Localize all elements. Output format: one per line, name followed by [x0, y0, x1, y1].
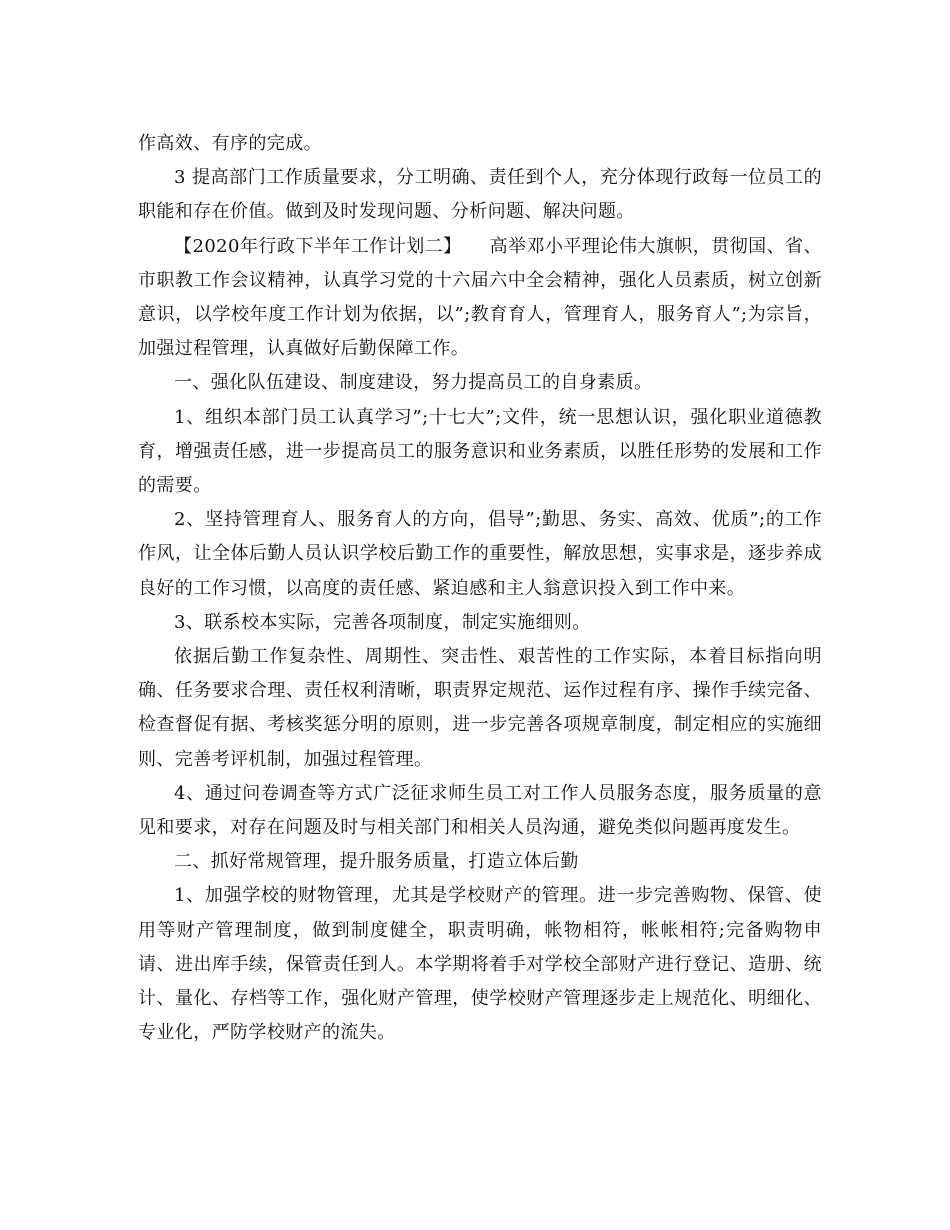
paragraph-continuation: 作高效、有序的完成。 [138, 133, 322, 154]
paragraph-item-3-quality: 3 提高部门工作质量要求，分工明确、责任到个人，充分体现行政每一位员工的职能和存在价值。做到及时发现问题、分析问题、解决问题。 [138, 167, 822, 223]
paragraph-property: 1、加强学校的财物管理，尤其是学校财产的管理。进一步完善购物、保管、使用等财产管理制度，做到制度健全，职责明确，帐物相符，帐帐相符;完备购物申请、进出库手续，保管责任到人。本学期将着手对学校全部财产进行登记、造册、统计、量化、存档等工作，强化财产管理，使学校财产管理逐步走上规范化、明细化、专业化，严防学校财产的流失。 [138, 885, 822, 1044]
paragraph-work-style: 2、坚持管理育人、服务育人的方向，倡导”;勤思、务实、高效、优质”;的工作作风，让全体后勤人员认识学校后勤工作的重要性，解放思想，实事求是，逐步养成良好的工作习惯，以高度的责任感、紧迫感和主人翁意识投入到工作中来。 [138, 509, 822, 599]
section-heading-two: 二、抓好常规管理，提升服务质量，打造立体后勤 [174, 851, 579, 873]
paragraph-rules: 3、联系校本实际，完善各项制度，制定实施细则。 [174, 611, 591, 633]
document-body [138, 127, 822, 1050]
paragraph-survey: 4、通过问卷调查等方式广泛征求师生员工对工作人员服务态度，服务质量的意见和要求，对存在问题及时与相关部门和相关人员沟通，避免类似问题再度发生。 [138, 782, 822, 839]
paragraph-rules-detail: 依据后勤工作复杂性、周期性、突击性、艰苦性的工作实际，本着目标指向明确、任务要求合理、责任权利清晰，职责界定规范、运作过程有序、操作手续完备、检查督促有据、考核奖惩分明的原则，进一步完善各项规章制度，制定相应的实施细则、完善考评机制，加强过程管理。 [138, 646, 822, 770]
section-heading-one: 一、强化队伍建设、制度建设，努力提高员工的自身素质。 [174, 372, 653, 394]
paragraph-study: 1、组织本部门员工认真学习”;十七大”;文件，统一思想认识，强化职业道德教育，增强责任感，进一步提高员工的服务意识和业务素质，以胜任形势的发展和工作的需要。 [138, 406, 822, 497]
paragraph-plan-two-intro: 【2020年行政下半年工作计划二】 高举邓小平理论伟大旗帜，贯彻国、省、市职教工作会议精神，认真学习党的十六届六中全会精神，强化人员素质，树立创新意识，以学校年度工作计划为依据，以”;教育育人，管理育人，服务育人”;为宗旨，加强过程管理，认真做好后勤保障工作。 [138, 235, 822, 360]
